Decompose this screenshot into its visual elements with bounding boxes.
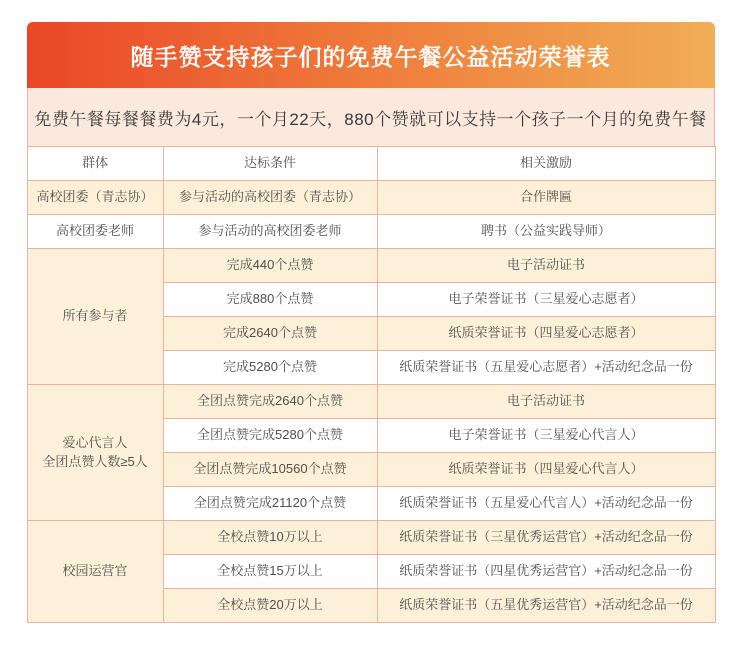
group-cell: 高校团委（青志协） bbox=[27, 181, 163, 215]
table-row bbox=[27, 521, 715, 555]
condition-cell: 全团点赞完成21120个点赞 bbox=[163, 487, 377, 521]
table-row bbox=[27, 215, 715, 249]
condition-cell: 全校点赞10万以上 bbox=[163, 521, 377, 555]
table-row bbox=[27, 249, 715, 283]
condition-cell: 全团点赞完成10560个点赞 bbox=[163, 453, 377, 487]
group-cell: 校园运营官 bbox=[27, 521, 163, 623]
group-cell: 所有参与者 bbox=[27, 249, 163, 385]
reward-cell: 电子活动证书 bbox=[377, 249, 715, 283]
condition-cell: 完成880个点赞 bbox=[163, 283, 377, 317]
condition-cell: 全团点赞完成2640个点赞 bbox=[163, 385, 377, 419]
reward-cell: 电子荣誉证书（三星爱心志愿者） bbox=[377, 283, 715, 317]
reward-cell: 合作牌匾 bbox=[377, 181, 715, 215]
reward-cell: 纸质荣誉证书（四星爱心代言人） bbox=[377, 453, 715, 487]
condition-cell: 全校点赞15万以上 bbox=[163, 555, 377, 589]
col-header-reward: 相关激励 bbox=[377, 147, 715, 181]
subtitle-text: 免费午餐每餐餐费为4元，一个月22天，880个赞就可以支持一个孩子一个月的免费午餐 bbox=[34, 109, 707, 129]
honor-table-poster bbox=[27, 22, 715, 623]
group-cell bbox=[27, 385, 163, 521]
table-row bbox=[27, 385, 715, 419]
condition-cell: 完成5280个点赞 bbox=[163, 351, 377, 385]
condition-cell: 参与活动的高校团委（青志协） bbox=[163, 181, 377, 215]
table-row bbox=[27, 181, 715, 215]
page-title: 随手赞支持孩子们的免费午餐公益活动荣誉表 bbox=[130, 43, 611, 70]
condition-cell: 完成440个点赞 bbox=[163, 249, 377, 283]
condition-cell: 全团点赞完成5280个点赞 bbox=[163, 419, 377, 453]
reward-cell: 聘书（公益实践导师） bbox=[377, 215, 715, 249]
reward-cell: 纸质荣誉证书（五星爱心代言人）+活动纪念品一份 bbox=[377, 487, 715, 521]
col-header-group: 群体 bbox=[27, 147, 163, 181]
reward-cell: 纸质荣誉证书（五星优秀运营官）+活动纪念品一份 bbox=[377, 589, 715, 623]
reward-cell: 纸质荣誉证书（四星爱心志愿者） bbox=[377, 317, 715, 351]
poster-header bbox=[27, 22, 715, 88]
condition-cell: 参与活动的高校团委老师 bbox=[163, 215, 377, 249]
condition-cell: 全校点赞20万以上 bbox=[163, 589, 377, 623]
group-label-line1: 爱心代言人 bbox=[62, 434, 128, 450]
group-label-line2: 全团点赞人数≥5人 bbox=[42, 453, 148, 469]
table-header-row bbox=[27, 147, 715, 181]
col-header-condition: 达标条件 bbox=[163, 147, 377, 181]
reward-cell: 纸质荣誉证书（四星优秀运营官）+活动纪念品一份 bbox=[377, 555, 715, 589]
condition-cell: 完成2640个点赞 bbox=[163, 317, 377, 351]
reward-cell: 电子活动证书 bbox=[377, 385, 715, 419]
reward-cell: 电子荣誉证书（三星爱心代言人） bbox=[377, 419, 715, 453]
honor-table bbox=[27, 146, 716, 623]
reward-cell: 纸质荣誉证书（五星爱心志愿者）+活动纪念品一份 bbox=[377, 351, 715, 385]
subtitle-banner bbox=[27, 88, 715, 146]
reward-cell: 纸质荣誉证书（三星优秀运营官）+活动纪念品一份 bbox=[377, 521, 715, 555]
group-cell: 高校团委老师 bbox=[27, 215, 163, 249]
